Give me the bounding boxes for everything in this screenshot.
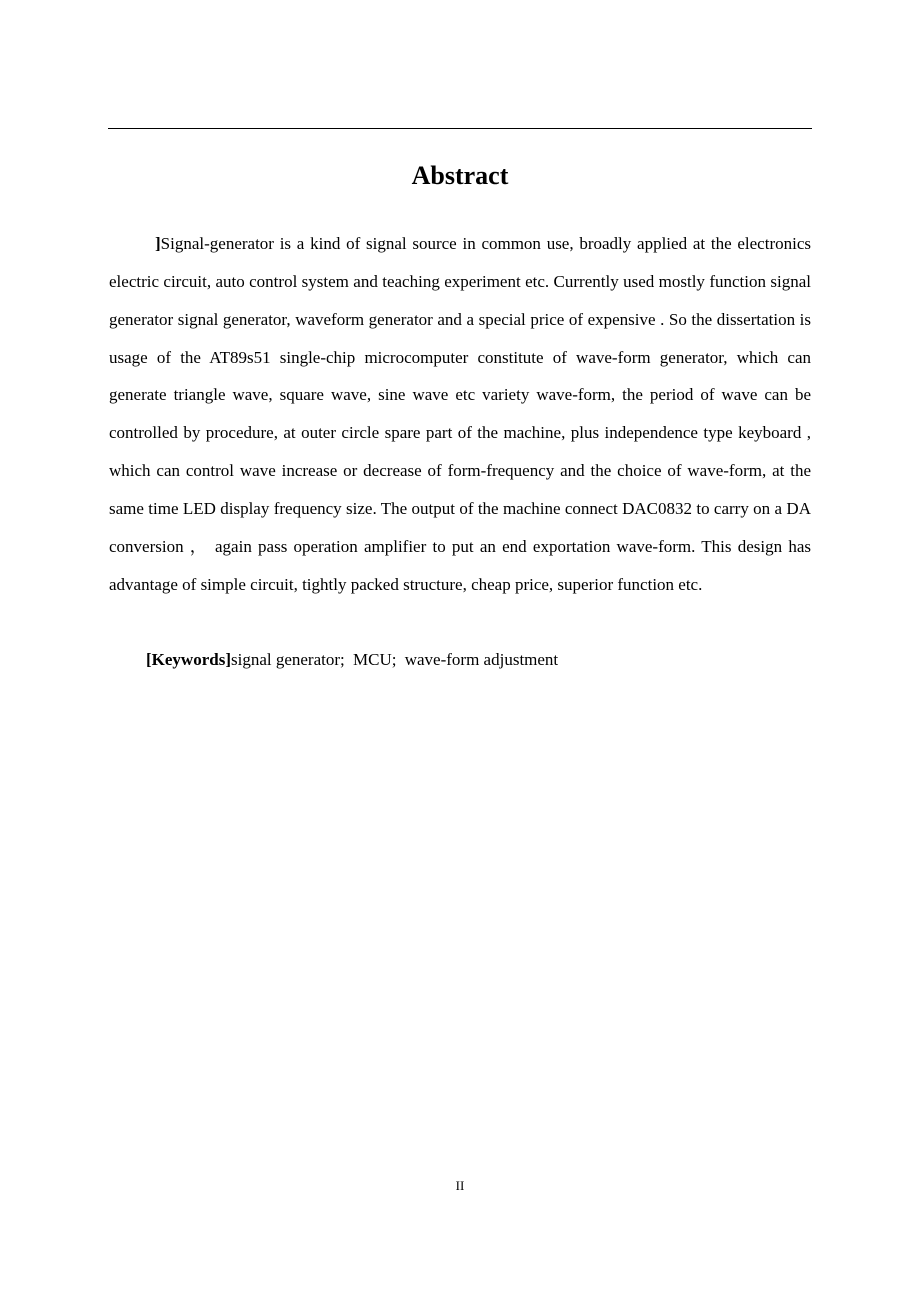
keyword-item: MCU — [353, 650, 392, 669]
keyword-item: signal generator — [230, 650, 341, 669]
header-rule — [108, 128, 812, 129]
keyword-item: wave-form adjustment — [404, 650, 559, 669]
keyword-separator: ; — [391, 650, 397, 669]
page-number: II — [455, 1178, 465, 1193]
abstract-text: Signal-generator is a kind of signal source in common use, broadly applied at the electronics electric circuit, auto control system and teaching experiment etc. Currently used mostly function signal generator signal generator, waveform generator and a special price of expensive . So the dissertation is usage of the AT89s51 single-chip microcomputer constitute of wave-form generator, which can generate triangle wave, square wave, sine wave etc variety wave-form, the period of wave can be controlled by procedure, at outer circle spare part of the machine, plus independence type keyboard , which can control wave increase or decrease of form-frequency and the choice of wave-form, at the same time LED display frequency size. The output of the machine connect DAC0832 to carry on a DA conversion ， again pass operation amplifier to put an end exportation wave-form. This design has advantage of simple circuit, tightly packed structure, cheap price, superior function etc. — [109, 234, 811, 594]
keywords-line — [146, 641, 812, 679]
keyword-separator: ; — [340, 650, 345, 669]
abstract-paragraph — [109, 225, 811, 603]
page-title: Abstract — [411, 161, 509, 190]
keywords-label: [Keywords] — [146, 650, 231, 669]
abstract-bracket: ] — [155, 234, 161, 253]
